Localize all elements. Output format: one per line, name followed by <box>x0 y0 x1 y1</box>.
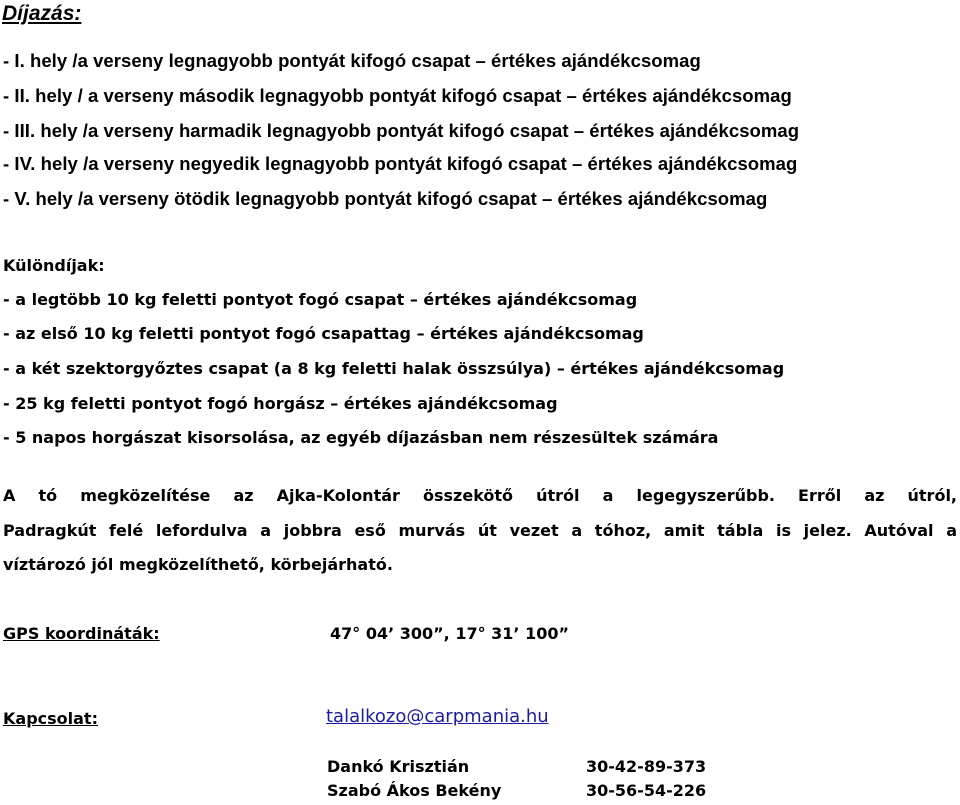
contact-email-link[interactable]: talalkozo@carpmania.hu <box>326 706 549 727</box>
directions-line-2: Padragkút felé lefordulva a jobbra eső murvás út vezet a tóhoz, amit tábla is jelez. Autóval a <box>3 521 957 540</box>
award-item-2: - II. hely / a verseny második legnagyobb pontyát kifogó csapat – értékes ajándékcsomag <box>3 85 792 106</box>
directions-line-1: A tó megközelítése az Ajka-Kolontár összekötő útról a legegyszerűbb. Erről az útról, <box>3 486 957 505</box>
special-award-item-1: - a legtöbb 10 kg feletti pontyot fogó csapat – értékes ajándékcsomag <box>3 290 638 309</box>
contact-name-2: Szabó Ákos Bekény <box>327 781 502 800</box>
special-award-item-3: - a két szektorgyőztes csapat (a 8 kg feletti halak összsúlya) – értékes ajándékcsomag <box>3 359 785 378</box>
special-award-item-2: - az első 10 kg feletti pontyot fogó csapattag – értékes ajándékcsomag <box>3 324 644 343</box>
gps-coordinates: 47° 04’ 300”, 17° 31’ 100” <box>330 624 569 643</box>
special-award-item-4: - 25 kg feletti pontyot fogó horgász – értékes ajándékcsomag <box>3 394 558 413</box>
awards-title: Díjazás: <box>2 2 82 25</box>
gps-label: GPS koordináták: <box>3 624 160 643</box>
directions-line-3: víztározó jól megközelíthető, körbejárható. <box>3 555 393 574</box>
award-item-3: - III. hely /a verseny harmadik legnagyobb pontyát kifogó csapat – értékes ajándékcsomag <box>3 120 800 141</box>
contact-name-1: Dankó Krisztián <box>327 757 470 776</box>
contact-phone-2: 30-56-54-226 <box>586 781 707 800</box>
award-item-5: - V. hely /a verseny ötödik legnagyobb pontyát kifogó csapat – értékes ajándékcsomag <box>3 188 768 209</box>
special-awards-title: Különdíjak: <box>3 256 105 275</box>
contact-label: Kapcsolat: <box>3 709 98 728</box>
award-item-1: - I. hely /a verseny legnagyobb pontyát kifogó csapat – értékes ajándékcsomag <box>3 50 701 71</box>
contact-phone-1: 30-42-89-373 <box>586 757 707 776</box>
special-award-item-5: - 5 napos horgászat kisorsolása, az egyéb díjazásban nem részesültek számára <box>3 428 719 447</box>
award-item-4: - IV. hely /a verseny negyedik legnagyobb pontyát kifogó csapat – értékes ajándékcsomag <box>3 153 798 174</box>
